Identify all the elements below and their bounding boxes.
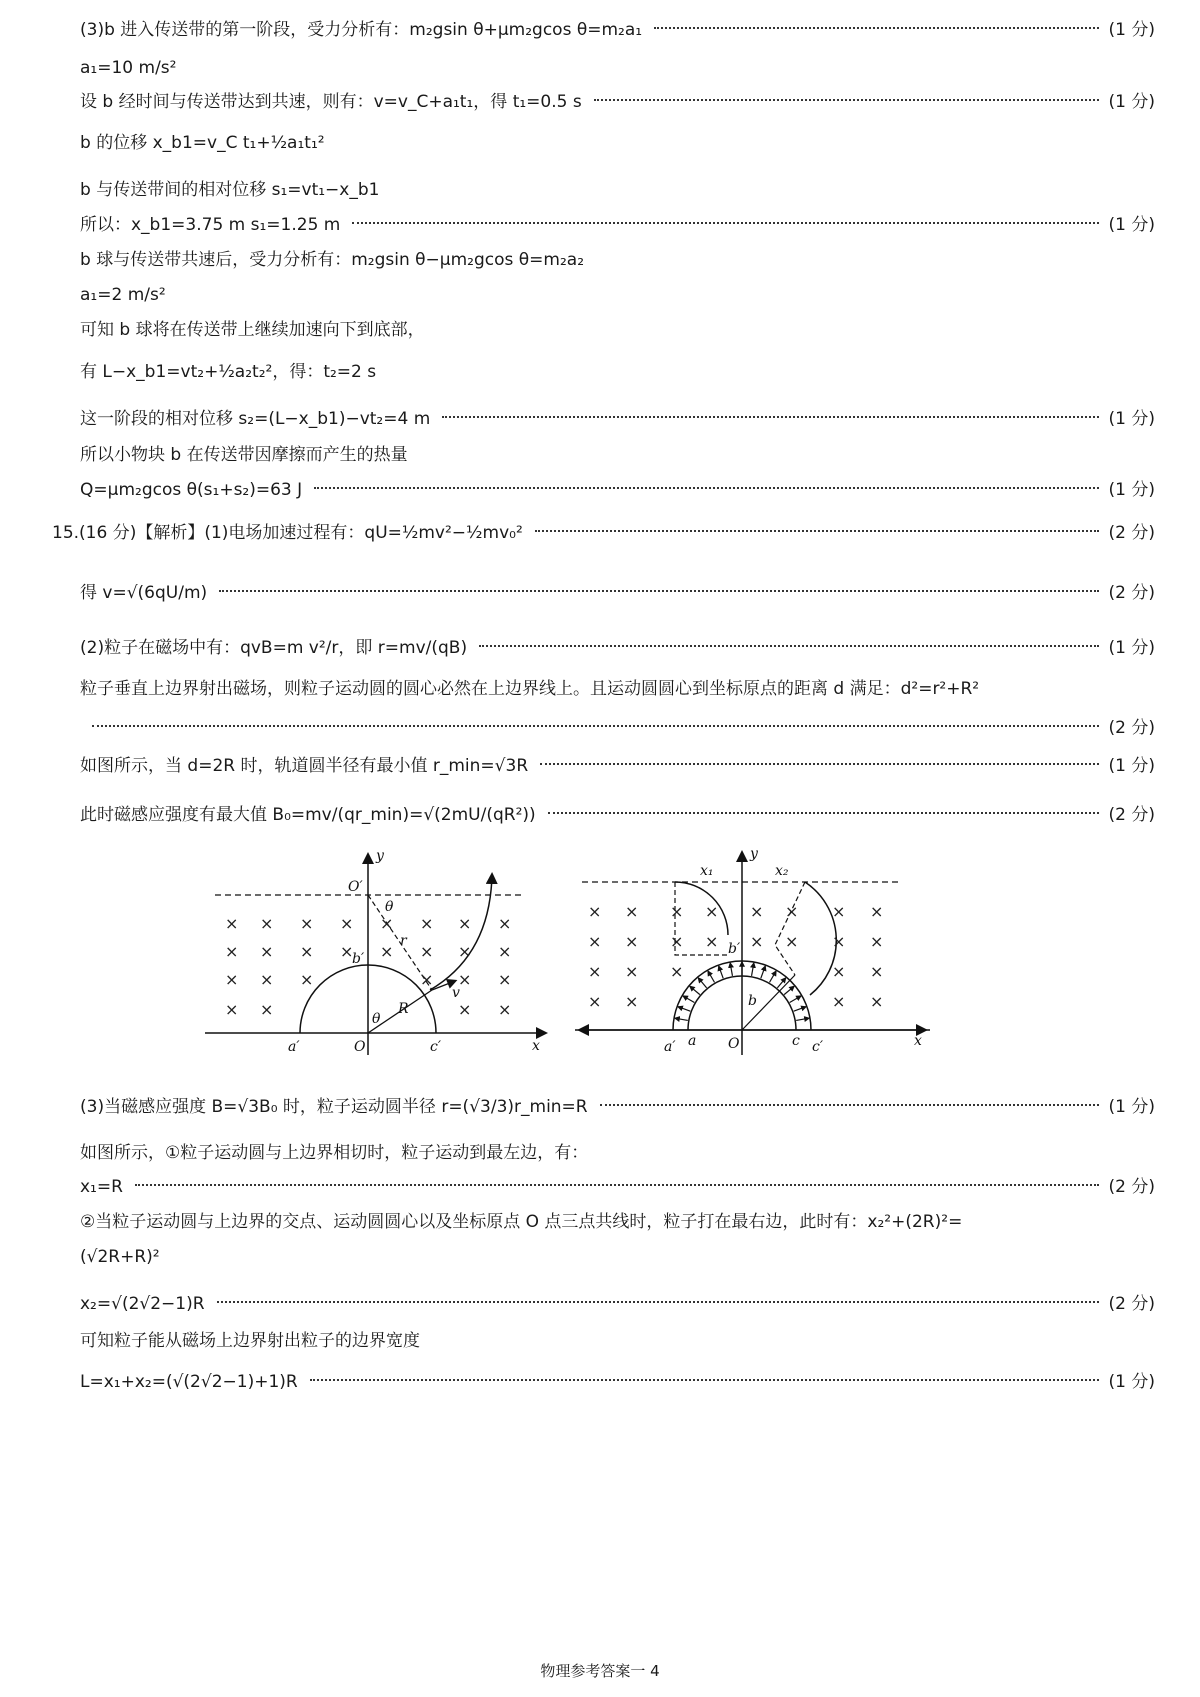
magnetic-field-cross: × xyxy=(588,962,602,981)
magnetic-field-cross: × xyxy=(498,914,512,933)
magnetic-field-cross: × xyxy=(785,932,799,951)
radial-velocity-arrow xyxy=(796,1018,809,1020)
magnetic-field-cross: × xyxy=(225,914,239,933)
magnetic-field-cross: × xyxy=(340,942,354,961)
figure-magnetic-field-boundary-width xyxy=(570,845,935,1060)
answer-line xyxy=(80,362,1155,383)
fig1-bprime-label: b′ xyxy=(352,951,365,967)
radial-velocity-arrow xyxy=(794,1007,806,1011)
answer-line xyxy=(52,523,1155,544)
answer-text: 设 b 经时间与传送带达到共速，则有：v=v_C+a₁t₁，得 t₁=0.5 s xyxy=(80,92,582,112)
magnetic-field-cross: × xyxy=(225,970,239,989)
radial-velocity-arrow xyxy=(752,963,754,976)
answer-text: (√2R+R)² xyxy=(80,1247,160,1267)
leader-dots xyxy=(654,26,1098,29)
answer-line xyxy=(80,679,1155,700)
magnetic-field-cross: × xyxy=(870,932,884,951)
magnetic-field-cross: × xyxy=(458,914,472,933)
radial-velocity-arrow xyxy=(698,978,706,988)
magnetic-field-cross: × xyxy=(380,914,394,933)
score-points: (2 分) xyxy=(1108,718,1155,738)
magnetic-field-cross: × xyxy=(670,932,684,951)
score-points: (1 分) xyxy=(1108,1372,1155,1392)
magnetic-field-cross: × xyxy=(420,942,434,961)
fig1-oprime-label: O′ xyxy=(348,879,363,895)
radial-velocity-arrow xyxy=(784,986,794,994)
answer-text: 可知 b 球将在传送带上继续加速向下到底部， xyxy=(80,320,425,340)
magnetic-field-cross: × xyxy=(588,932,602,951)
answer-line xyxy=(80,480,1155,501)
radial-velocity-arrow xyxy=(761,966,765,978)
fig2-b-label: b xyxy=(748,993,757,1009)
answer-line xyxy=(80,1143,1155,1164)
answer-line xyxy=(80,718,1155,739)
radial-velocity-arrow xyxy=(719,966,723,978)
answer-line xyxy=(80,285,1155,306)
fig1-R-label: R xyxy=(398,1001,409,1017)
answer-line xyxy=(80,1097,1155,1118)
answer-text: 这一阶段的相对位移 s₂=(L−x_b1)−vt₂=4 m xyxy=(80,409,431,429)
answer-text: x₂=√(2√2−1)R xyxy=(80,1294,205,1314)
magnetic-field-cross: × xyxy=(785,902,799,921)
answer-line xyxy=(80,250,1155,271)
answer-text: b 与传送带间的相对位移 s₁=vt₁−x_b1 xyxy=(80,180,380,200)
score-points: (2 分) xyxy=(1108,523,1155,543)
answer-line xyxy=(80,20,1155,41)
radial-velocity-arrow xyxy=(678,1007,690,1011)
fig2-origin-label: O xyxy=(728,1036,740,1052)
leader-dots xyxy=(535,529,1099,532)
score-points: (2 分) xyxy=(1108,805,1155,825)
leader-dots xyxy=(540,762,1098,765)
magnetic-field-cross: × xyxy=(832,932,846,951)
radial-velocity-arrow xyxy=(730,963,732,976)
score-points: (2 分) xyxy=(1108,1177,1155,1197)
answer-text: Q=μm₂gcos θ(s₁+s₂)=63 J xyxy=(80,480,303,500)
leader-dots xyxy=(442,415,1098,418)
radial-velocity-arrow xyxy=(690,986,700,994)
answer-line xyxy=(80,320,1155,341)
answer-line xyxy=(80,805,1155,826)
score-points: (1 分) xyxy=(1108,409,1155,429)
score-points: (1 分) xyxy=(1108,1097,1155,1117)
leader-dots xyxy=(594,98,1099,101)
magnetic-field-cross: × xyxy=(705,932,719,951)
fig2-cprime-label: c′ xyxy=(812,1039,824,1055)
magnetic-field-cross: × xyxy=(750,932,764,951)
magnetic-field-cross: × xyxy=(300,914,314,933)
score-points: (1 分) xyxy=(1108,480,1155,500)
magnetic-field-cross: × xyxy=(260,1000,274,1019)
answer-line xyxy=(80,215,1155,236)
leader-dots xyxy=(352,221,1098,224)
magnetic-field-cross: × xyxy=(832,992,846,1011)
magnetic-field-cross: × xyxy=(458,970,472,989)
fig1-theta-bottom: θ xyxy=(372,1011,381,1027)
answer-line xyxy=(80,1212,1155,1233)
leader-dots xyxy=(92,724,1099,727)
answer-line xyxy=(80,1331,1155,1352)
magnetic-field-cross: × xyxy=(260,942,274,961)
figure-magnetic-field-min-radius xyxy=(200,845,560,1060)
leader-dots xyxy=(479,644,1098,647)
answer-text: 可知粒子能从磁场上边界射出粒子的边界宽度 xyxy=(80,1331,420,1351)
radial-velocity-arrow xyxy=(675,1018,688,1020)
fig1-y-label: y xyxy=(376,848,384,864)
answer-line xyxy=(80,756,1155,777)
answer-line xyxy=(80,409,1155,430)
score-points: (1 分) xyxy=(1108,20,1155,40)
fig2-a-label: a xyxy=(688,1033,697,1049)
answer-text: 有 L−x_b1=vt₂+½a₂t₂²，得：t₂=2 s xyxy=(80,362,377,382)
leader-dots xyxy=(600,1103,1099,1106)
magnetic-field-cross: × xyxy=(625,992,639,1011)
answer-text: b 球与传送带共速后，受力分析有：m₂gsin θ−μm₂gcos θ=m₂a₂ xyxy=(80,250,585,270)
answer-line xyxy=(80,1247,1155,1268)
answer-text: a₁=2 m/s² xyxy=(80,285,166,305)
magnetic-field-cross: × xyxy=(870,902,884,921)
answer-line xyxy=(80,638,1155,659)
magnetic-field-cross: × xyxy=(832,902,846,921)
radial-velocity-arrow xyxy=(683,996,694,1003)
fig1-origin-label: O xyxy=(354,1039,366,1055)
leader-dots xyxy=(217,1300,1099,1303)
fig1-r-label: r xyxy=(400,933,407,949)
answer-text: (3)当磁感应强度 B=√3B₀ 时，粒子运动圆半径 r=(√3/3)r_min=R xyxy=(80,1097,588,1117)
answer-line xyxy=(80,133,1155,154)
magnetic-field-cross: × xyxy=(225,942,239,961)
fig2-c-label: c xyxy=(792,1033,800,1049)
magnetic-field-cross: × xyxy=(420,914,434,933)
answer-line xyxy=(80,1177,1155,1198)
score-points: (2 分) xyxy=(1108,1294,1155,1314)
magnetic-field-cross: × xyxy=(670,962,684,981)
magnetic-field-cross: × xyxy=(625,962,639,981)
radial-velocity-arrow xyxy=(770,971,777,982)
answer-text: (3)b 进入传送带的第一阶段，受力分析有：m₂gsin θ+μm₂gcos θ=m₂a₁ xyxy=(80,20,643,40)
fig2-bprime-label: b′ xyxy=(728,941,741,957)
magnetic-field-cross: × xyxy=(832,962,846,981)
magnetic-field-cross: × xyxy=(458,1000,472,1019)
answer-text: 所以小物块 b 在传送带因摩擦而产生的热量 xyxy=(80,445,408,465)
score-points: (1 分) xyxy=(1108,756,1155,776)
radial-velocity-arrow xyxy=(790,996,801,1003)
score-points: (1 分) xyxy=(1108,92,1155,112)
answer-text: 所以：x_b1=3.75 m s₁=1.25 m xyxy=(80,215,341,235)
fig1-aprime-label: a′ xyxy=(288,1039,300,1055)
answer-text: 得 v=√(6qU/m) xyxy=(80,583,208,603)
answer-line xyxy=(80,445,1155,466)
magnetic-field-cross: × xyxy=(498,1000,512,1019)
answer-text: 此时磁感应强度有最大值 B₀=mv/(qr_min)=√(2mU/(qR²)) xyxy=(80,805,536,825)
fig2-x1-label: x₁ xyxy=(700,863,714,879)
answer-line xyxy=(80,1372,1155,1393)
magnetic-field-cross: × xyxy=(260,970,274,989)
score-points: (1 分) xyxy=(1108,638,1155,658)
fig1-cprime-label: c′ xyxy=(430,1039,442,1055)
answer-text: ②当粒子运动圆与上边界的交点、运动圆圆心以及坐标原点 O 点三点共线时，粒子打在最右边，此时有：x₂²+(2R)²= xyxy=(80,1212,963,1232)
answer-line xyxy=(80,1294,1155,1315)
answer-text: 如图所示，当 d=2R 时，轨道圆半径有最小值 r_min=√3R xyxy=(80,756,529,776)
answer-line xyxy=(80,92,1155,113)
magnetic-field-cross: × xyxy=(380,942,394,961)
page-footer: 物理参考答案一 4 xyxy=(540,1662,660,1680)
answer-text: 粒子垂直上边界射出磁场，则粒子运动圆的圆心必然在上边界线上。且运动圆圆心到坐标原点的距离 d 满足：d²=r²+R² xyxy=(80,679,980,699)
magnetic-field-cross: × xyxy=(625,902,639,921)
magnetic-field-cross: × xyxy=(870,962,884,981)
magnetic-field-cross: × xyxy=(498,942,512,961)
score-points: (2 分) xyxy=(1108,583,1155,603)
answer-line xyxy=(80,58,1155,79)
answer-text: x₁=R xyxy=(80,1177,123,1197)
leader-dots xyxy=(548,811,1099,814)
answer-text: 如图所示，①粒子运动圆与上边界相切时，粒子运动到最左边，有： xyxy=(80,1143,589,1163)
fig2-x2-label: x₂ xyxy=(775,863,789,879)
fig2-aprime-label: a′ xyxy=(664,1039,676,1055)
score-points: (1 分) xyxy=(1108,215,1155,235)
leader-dots xyxy=(219,589,1098,592)
answer-text: L=x₁+x₂=(√(2√2−1)+1)R xyxy=(80,1372,298,1392)
answer-text: (2)粒子在磁场中有：qvB=m v²/r，即 r=mv/(qB) xyxy=(80,638,468,658)
magnetic-field-cross: × xyxy=(340,914,354,933)
magnetic-field-cross: × xyxy=(225,1000,239,1019)
magnetic-field-cross: × xyxy=(300,942,314,961)
fig2-x-label: x xyxy=(914,1033,922,1049)
magnetic-field-cross: × xyxy=(420,970,434,989)
magnetic-field-cross: × xyxy=(705,902,719,921)
answer-text: b 的位移 x_b1=v_C t₁+½a₁t₁² xyxy=(80,133,325,153)
radial-velocity-arrow xyxy=(708,971,715,982)
leader-dots xyxy=(135,1183,1099,1186)
answer-text: a₁=10 m/s² xyxy=(80,58,177,78)
fig1-theta-top: θ xyxy=(385,899,394,915)
fig1-v-label: v xyxy=(452,985,460,1001)
fig1-x-label: x xyxy=(532,1038,540,1054)
magnetic-field-cross: × xyxy=(300,970,314,989)
leader-dots xyxy=(314,486,1098,489)
leader-dots xyxy=(310,1378,1099,1381)
magnetic-field-cross: × xyxy=(750,902,764,921)
magnetic-field-cross: × xyxy=(588,902,602,921)
answer-line xyxy=(80,180,1155,201)
magnetic-field-cross: × xyxy=(625,932,639,951)
answer-line xyxy=(80,583,1155,604)
magnetic-field-cross: × xyxy=(458,942,472,961)
fig2-y-label: y xyxy=(750,846,758,862)
magnetic-field-cross: × xyxy=(260,914,274,933)
magnetic-field-cross: × xyxy=(588,992,602,1011)
magnetic-field-cross: × xyxy=(498,970,512,989)
magnetic-field-cross: × xyxy=(870,992,884,1011)
magnetic-field-cross: × xyxy=(670,902,684,921)
answer-text: 15.(16 分)【解析】(1)电场加速过程有：qU=½mv²−½mv₀² xyxy=(52,523,523,543)
